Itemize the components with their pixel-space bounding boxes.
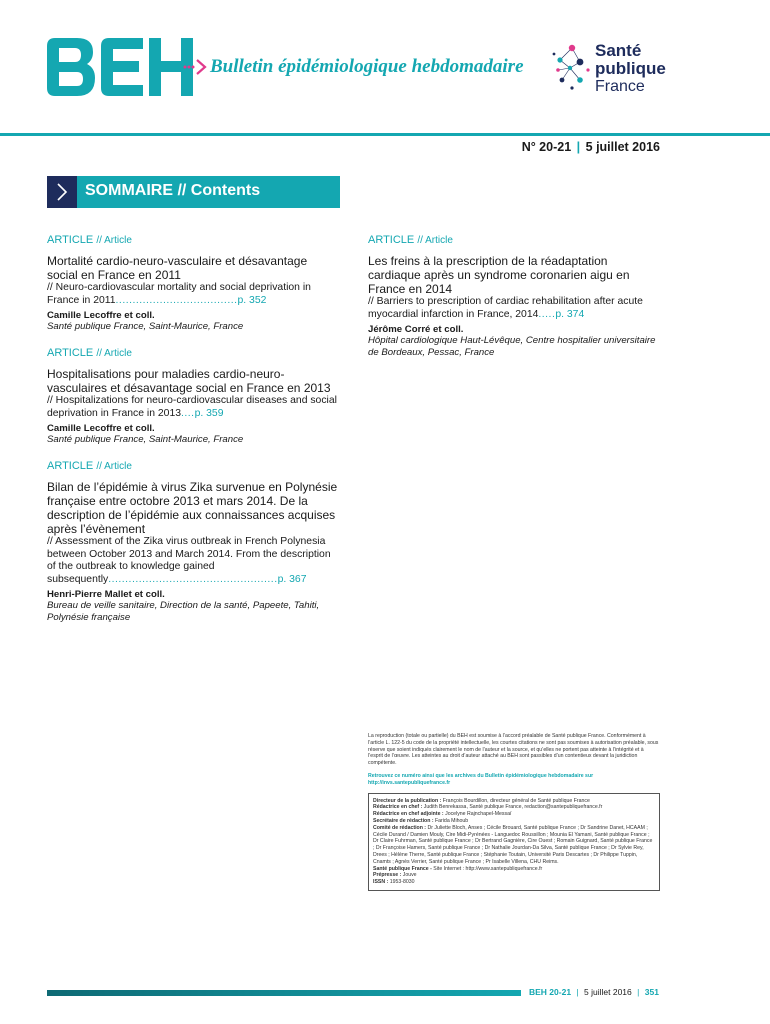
article-page: p. 359 xyxy=(194,407,224,419)
issue-date: 5 juillet 2016 xyxy=(585,140,660,154)
article-entry[interactable] xyxy=(368,234,660,359)
article-page: p. 374 xyxy=(555,308,585,320)
contents-right-column xyxy=(368,234,660,373)
article-affiliation: Santé publique France, Saint-Maurice, France xyxy=(47,434,244,445)
credit-line: Comité de rédaction : Dr Juliette Bloch, Anses ; Cécile Brouard, Santé publique France ; Dr Sandrine Danet, HCAAM ; Cécile Durand / Damien Mouly, Cire Midi-Pyrénées - Languedoc Roussillon ; Mounia El Yamani, Santé publique France ; Dr Claire Fuhrman, Santé publique France ; Dr Bertrand Gagnière, Cire Ouest ; Romain Guignard, Santé publique France ; Dr Françoise Hamers, Santé publique France ; Dr Nathalie Jourdan-Da Silva, Santé publique France ; Dr Sylvie Rey, Drees ; Hélène Therre, Santé publique France ; Stéphanie Toutain, Université Paris Descartes ; Dr Philippe Tuppin, Cnamts ; Agnès Verrier, Santé publique France ; Pr Isabelle Villena, CHU Reims. xyxy=(373,824,653,865)
article-title: Les freins à la prescription de la réadaptation cardiaque après un syndrome coronarien aigu en France en 2014 xyxy=(368,254,630,296)
archives-link[interactable]: http://invs.santepubliquefrance.fr xyxy=(368,779,451,786)
credit-line: Prépresse : Jouve xyxy=(373,872,417,879)
article-label: ARTICLE // Article xyxy=(47,234,132,246)
article-author: Camille Lecoffre et coll. xyxy=(47,310,155,321)
article-author: Camille Lecoffre et coll. xyxy=(47,423,155,434)
credit-line: Rédactrice en chef adjointe : Jocelyne Rajnchapel-Messaï xyxy=(373,811,512,818)
sante-publique-france-logo-icon xyxy=(550,40,594,92)
article-entry[interactable] xyxy=(47,234,339,333)
partner-logo-line2: publique xyxy=(595,59,666,78)
partner-logo-line1: Santé xyxy=(595,41,642,60)
article-entry[interactable] xyxy=(47,460,339,624)
beh-logo xyxy=(47,38,197,98)
footer-journal: BEH 20-21 xyxy=(529,987,572,997)
article-page: p. 367 xyxy=(277,573,307,585)
footer-page-number: 351 xyxy=(644,987,659,997)
credit-line: Santé publique France - Site Internet : http://www.santepubliquefrance.fr xyxy=(373,865,543,872)
footer-bar xyxy=(47,990,521,996)
article-affiliation: Santé publique France, Saint-Maurice, France xyxy=(47,321,244,332)
contents-title: SOMMAIRE // Contents xyxy=(85,182,261,199)
partner-logo-text xyxy=(595,42,666,96)
article-page: p. 352 xyxy=(237,294,267,306)
article-title-en: // Assessment of the Zika virus outbreak in French Polynesia between October 2013 and March 2014. From the description of the outbreak to knowledge gained subsequently..................................................p. 367 xyxy=(47,536,331,585)
article-label: ARTICLE // Article xyxy=(368,234,453,246)
issue-separator: | xyxy=(576,140,581,154)
issue-number: N° 20-21 xyxy=(521,140,572,154)
article-author: Jérôme Corré et coll. xyxy=(368,324,464,335)
page-footer xyxy=(529,987,659,997)
article-author: Henri-Pierre Mallet et coll. xyxy=(47,589,165,600)
article-label: ARTICLE // Article xyxy=(47,460,132,472)
chevron-right-icon xyxy=(47,176,77,208)
arrow-icon xyxy=(183,57,211,77)
article-title-en: // Hospitalizations for neuro-cardiovascular diseases and social deprivation in France in 2013....p. 359 xyxy=(47,395,337,419)
article-title-en: // Barriers to prescription of cardiac rehabilitation after acute myocardial infarction in France, 2014.....p. 374 xyxy=(368,296,643,320)
editorial-credits xyxy=(368,793,660,891)
contents-banner xyxy=(47,176,340,208)
journal-subtitle: Bulletin épidémiologique hebdomadaire xyxy=(210,56,524,77)
footer-separator: | xyxy=(576,987,579,997)
issue-info xyxy=(522,140,660,154)
article-title: Hospitalisations pour maladies cardio-neuro-vasculaires et désavantage social en France en 2013 xyxy=(47,367,331,395)
contents-left-column xyxy=(47,234,339,638)
legal-notice xyxy=(368,733,660,891)
article-label: ARTICLE // Article xyxy=(47,347,132,359)
archives-notice: Retrouvez ce numéro ainsi que les archives du Bulletin épidémiologique hebdomadaire sur http://invs.santepubliquefrance.fr xyxy=(368,772,594,786)
credit-line: Rédactrice en chef : Judith Benrekassa, Santé publique France, redaction@santepubliquefrance.fr xyxy=(373,804,603,811)
partner-logo-line3: France xyxy=(595,78,645,95)
header-divider xyxy=(0,133,770,136)
reproduction-notice: La reproduction (totale ou partielle) du BEH est soumise à l’accord préalable de Santé publique France. Conformément à l’article L. 122-5 du code de la propriété intellectuelle, les courtes citations ne sont pas soumises à autorisation préalable, sous réserve que soient indiqués clairement le nom de l’auteur et la source, et qu’elles ne portent pas atteinte à l’intégrité et à l’esprit de l’œuvre. Les atteintes au droit d’auteur attaché au BEH sont passibles d’un contentieux devant la juridiction compétente. xyxy=(368,733,659,767)
credit-line: Secrétaire de rédaction : Farida Mihoub xyxy=(373,817,469,824)
article-title: Mortalité cardio-neuro-vasculaire et désavantage social en France en 2011 xyxy=(47,254,308,282)
article-title: Bilan de l’épidémie à virus Zika survenue en Polynésie française entre octobre 2013 et mars 2014. De la description de l’épidémie aux connaissances acquises après l’évènement xyxy=(47,480,338,536)
footer-separator: | xyxy=(637,987,640,997)
credit-line: Directeur de la publication : François Bourdillon, directeur général de Santé publique France xyxy=(373,797,590,804)
footer-date: 5 juillet 2016 xyxy=(584,987,632,997)
masthead xyxy=(0,0,770,135)
article-entry[interactable] xyxy=(47,347,339,446)
article-affiliation: Hôpital cardiologique Haut-Lévêque, Centre hospitalier universitaire de Bordeaux, Pessac, France xyxy=(368,335,656,358)
article-affiliation: Bureau de veille sanitaire, Direction de la santé, Papeete, Tahiti, Polynésie française xyxy=(47,600,320,623)
credit-line: ISSN : 1953-8030 xyxy=(373,879,415,886)
article-title-en: // Neuro-cardiovascular mortality and social deprivation in France in 2011....................................p. 352 xyxy=(47,282,311,306)
